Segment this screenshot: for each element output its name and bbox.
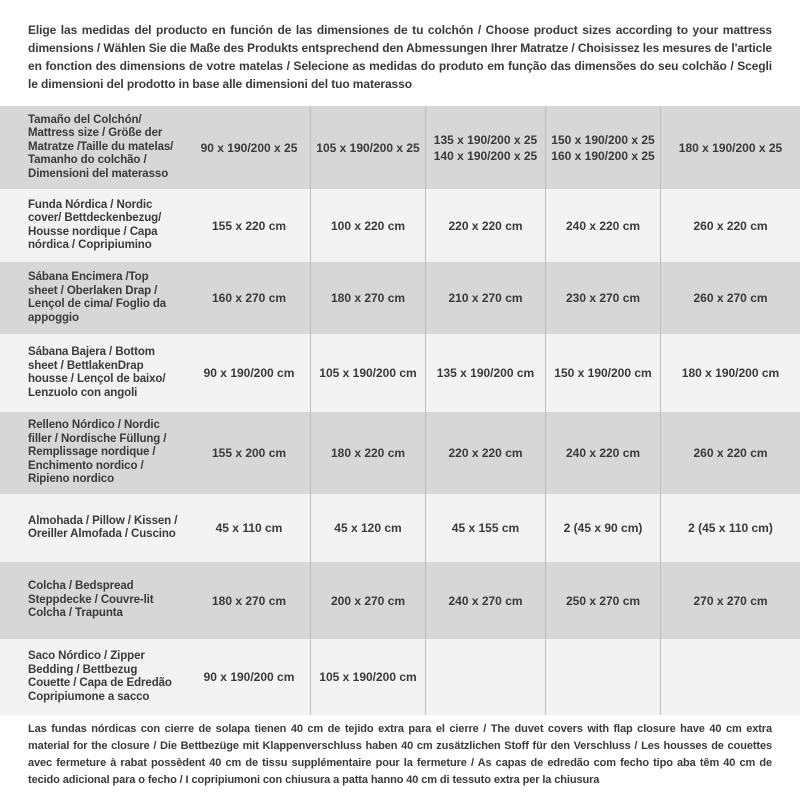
size-value: 140 x 190/200 x 25 — [433, 148, 538, 163]
size-value: 45 x 110 cm — [215, 521, 283, 535]
size-cell — [545, 262, 660, 334]
size-value: 45 x 155 cm — [451, 521, 520, 535]
size-value: 135 x 190/200 cm — [436, 366, 535, 380]
size-cell — [310, 334, 425, 412]
size-cell — [310, 106, 425, 189]
product-label: Saco Nórdico / Zipper Bedding / Bettbezug Couette / Capa de Edredão Copripiumone a sacco — [28, 650, 172, 703]
product-label: Colcha / Bedspread Steppdecke / Couvre-lit Colcha / Trapunta — [28, 580, 154, 620]
size-value: 90 x 190/200 cm — [203, 670, 295, 684]
size-value: 100 x 220 cm — [330, 218, 406, 233]
size-cell — [660, 412, 800, 494]
table-row — [0, 562, 800, 639]
size-cell — [188, 106, 310, 189]
size-value: 250 x 270 cm — [565, 593, 641, 608]
size-value: 260 x 220 cm — [693, 218, 768, 233]
size-value: 180 x 220 cm — [330, 446, 406, 460]
size-cell — [188, 189, 310, 262]
table-row — [0, 494, 800, 562]
size-cell — [425, 106, 545, 189]
size-value: 155 x 220 cm — [211, 218, 287, 233]
table-row — [0, 639, 800, 715]
size-cell — [188, 262, 310, 334]
size-cell — [425, 494, 545, 562]
size-value: 220 x 220 cm — [448, 218, 523, 233]
size-cell — [188, 562, 310, 639]
size-cell — [545, 106, 660, 189]
table-row — [0, 262, 800, 334]
size-cell — [310, 412, 425, 494]
size-cell — [545, 189, 660, 262]
size-cell — [545, 494, 660, 562]
product-label: Tamaño del Colchón/ Mattress size / Größe der Matratze /Taille du matelas/ Tamanho do colchão / Dimensioni del materasso — [28, 113, 174, 180]
size-value: 240 x 270 cm — [448, 593, 523, 608]
table-row — [0, 189, 800, 262]
size-cell — [425, 412, 545, 494]
size-value: 240 x 220 cm — [565, 446, 641, 460]
table-row — [0, 412, 800, 494]
size-value: 105 x 190/200 cm — [319, 366, 417, 380]
size-value: 135 x 190/200 x 25 — [433, 132, 538, 147]
product-label: Sábana Bajera / Bottom sheet / BettlakenDrap housse / Lençol de baixo/ Lenzuolo con angoli — [28, 346, 166, 399]
size-value: 240 x 220 cm — [565, 218, 641, 233]
size-cell — [310, 189, 425, 262]
size-value: 150 x 190/200 cm — [554, 366, 652, 380]
size-cell — [660, 334, 800, 412]
size-value: 90 x 190/200 cm — [203, 366, 295, 380]
size-value: 105 x 190/200 x 25 — [316, 140, 420, 155]
size-cell — [545, 334, 660, 412]
size-cell — [660, 562, 800, 639]
size-value: 260 x 220 cm — [693, 446, 768, 460]
size-cell — [188, 494, 310, 562]
size-cell — [425, 262, 545, 334]
size-value: 180 x 190/200 cm — [681, 366, 780, 380]
size-value: 200 x 270 cm — [330, 593, 406, 608]
size-cell — [425, 189, 545, 262]
size-value: 155 x 200 cm — [211, 446, 287, 460]
product-label: Funda Nórdica / Nordic cover/ Bettdeckenbezug/ Housse nordique / Capa nórdica / Copripiumino — [28, 198, 162, 251]
size-value: 180 x 190/200 x 25 — [678, 140, 783, 155]
size-value: 260 x 270 cm — [693, 291, 768, 305]
size-value: 2 (45 x 90 cm) — [563, 521, 643, 535]
size-cell — [310, 562, 425, 639]
product-label: Sábana Encimera /Top sheet / Oberlaken Drap / Lençol de cima/ Foglio da appoggio — [28, 271, 167, 324]
size-cell — [545, 562, 660, 639]
size-cell — [660, 494, 800, 562]
size-cell — [188, 334, 310, 412]
footer-note: Las fundas nórdicas con cierre de solapa tienen 40 cm de tejido extra para el cierre / The duvet covers with flap closure have 40 cm extra material for the closure / Die Bettbezüge mit Klappenverschluss haben 40 cm zusätzlichen Stoff für den Verschluss / Les housses de couettes avec fermeture à rabat possèdent 40 cm de tissu supplémentaire pour la fermeture / As capas de edredão com fecho tipo aba têm 40 cm de tecido adicional para o fecho / I copripiumoni con chiusura a patta hanno 40 cm di tessuto extra per la chiusura — [28, 723, 772, 786]
size-cell — [425, 562, 545, 639]
product-label: Relleno Nórdico / Nordic filler / Nordische Füllung / Remplissage nordique / Enchimento nordico / Ripieno nordico — [28, 419, 167, 486]
size-cell — [545, 639, 660, 715]
size-cell — [545, 412, 660, 494]
size-value: 270 x 270 cm — [693, 593, 768, 608]
size-cell — [188, 639, 310, 715]
size-value: 180 x 270 cm — [211, 593, 287, 608]
size-cell — [660, 189, 800, 262]
size-value: 90 x 190/200 x 25 — [200, 140, 298, 155]
size-cell — [310, 639, 425, 715]
header-note: Elige las medidas del producto en función de las dimensiones de tu colchón / Choose product sizes according to your mattress dimensions / Wählen Sie die Maße des Produkts entsprechend den Abmessungen Ihrer Matratze / Choisissez les mesures de l'article en fonction des dimensions de votre matelas / Selecione as medidas do produto em função das dimensões do seu colchão / Scegli le dimensioni del prodotto in base alle dimensioni del tuo materasso — [28, 23, 772, 91]
size-value: 105 x 190/200 cm — [319, 670, 417, 684]
size-value: 150 x 190/200 x 25 — [551, 132, 655, 147]
table-row — [0, 334, 800, 412]
size-table — [0, 106, 800, 715]
size-value: 45 x 120 cm — [334, 521, 402, 535]
size-value: 160 x 190/200 x 25 — [551, 148, 655, 163]
size-value: 160 x 270 cm — [211, 291, 287, 305]
size-cell — [310, 262, 425, 334]
size-cell — [425, 334, 545, 412]
size-cell — [425, 639, 545, 715]
size-cell — [188, 412, 310, 494]
table-row — [0, 106, 800, 189]
size-value: 230 x 270 cm — [565, 291, 641, 305]
size-cell — [660, 262, 800, 334]
product-label: Almohada / Pillow / Kissen / Oreiller Almofada / Cuscino — [28, 514, 178, 540]
size-cell — [660, 106, 800, 189]
size-value: 2 (45 x 110 cm) — [688, 521, 773, 535]
size-cell — [310, 494, 425, 562]
size-cell — [660, 639, 800, 715]
size-value: 180 x 270 cm — [330, 291, 406, 305]
size-value: 210 x 270 cm — [448, 291, 523, 305]
size-value: 220 x 220 cm — [448, 446, 523, 460]
